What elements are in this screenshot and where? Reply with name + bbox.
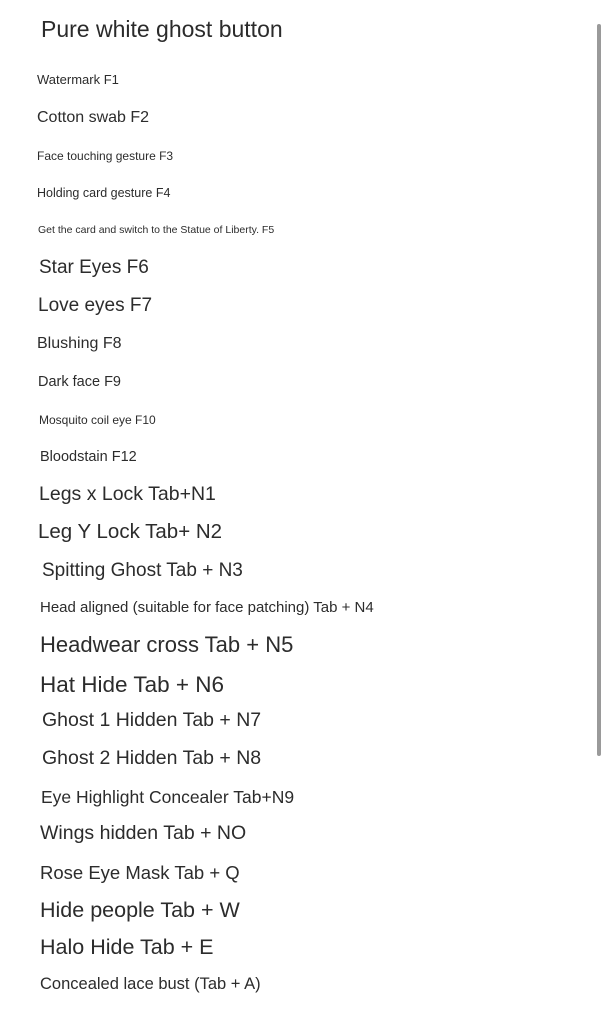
list-item: Leg Y Lock Tab+ N2 [38, 520, 223, 543]
list-item: Spitting Ghost Tab + N3 [42, 560, 243, 581]
page-title: Pure white ghost button [41, 16, 283, 42]
list-item: Cotton swab F2 [37, 109, 150, 126]
list-item: Watermark F1 [37, 72, 119, 87]
list-item: Eye Highlight Concealer Tab+N9 [41, 787, 295, 807]
list-item: Hide people Tab + W [40, 898, 240, 922]
list-item: Legs x Lock Tab+N1 [39, 483, 216, 505]
list-item: Bloodstain F12 [40, 449, 137, 465]
list-item: Ghost 2 Hidden Tab + N8 [42, 747, 262, 769]
list-item: Rose Eye Mask Tab + Q [40, 862, 240, 883]
list-item: Wings hidden Tab + NO [40, 822, 247, 844]
list-item: Holding card gesture F4 [37, 186, 171, 200]
list-item: Headwear cross Tab + N5 [40, 632, 294, 657]
list-item: Head aligned (suitable for face patching) Tab + N4 [40, 599, 374, 616]
list-item: Concealed lace bust (Tab + A) [40, 975, 261, 993]
list-item: Halo Hide Tab + E [40, 935, 214, 959]
scrollbar[interactable] [597, 24, 601, 756]
list-item: Blushing F8 [37, 335, 122, 352]
list-item: Love eyes F7 [38, 295, 153, 316]
list-item: Dark face F9 [38, 374, 121, 390]
list-item: Face touching gesture F3 [37, 149, 174, 163]
list-item: Ghost 1 Hidden Tab + N7 [42, 709, 262, 731]
list-item: Star Eyes F6 [39, 257, 149, 278]
list-item: Hat Hide Tab + N6 [40, 672, 225, 697]
list-item: Get the card and switch to the Statue of Liberty. F5 [38, 224, 275, 236]
list-item: Mosquito coil eye F10 [39, 413, 156, 427]
